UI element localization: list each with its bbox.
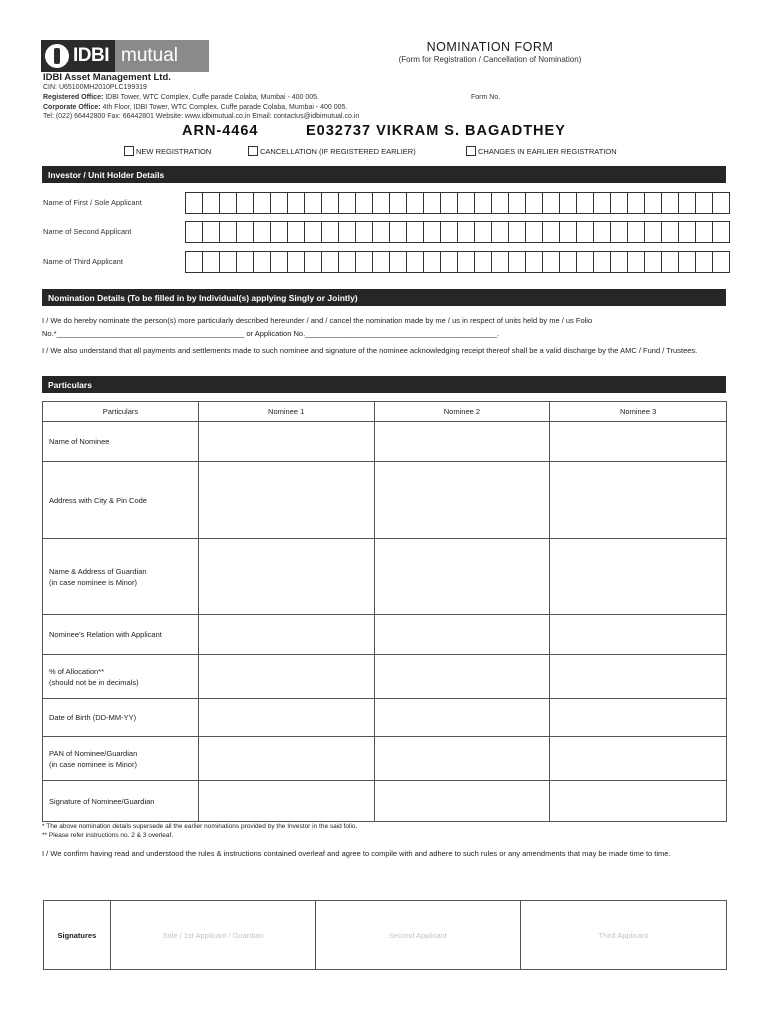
- checkbox-changes[interactable]: [466, 146, 476, 156]
- first-applicant-input[interactable]: [185, 192, 729, 214]
- particulars-header-row: [43, 402, 727, 422]
- character-box[interactable]: [610, 221, 628, 243]
- character-box[interactable]: [253, 192, 271, 214]
- character-box[interactable]: [661, 192, 679, 214]
- character-box[interactable]: [508, 251, 526, 273]
- character-box[interactable]: [219, 192, 237, 214]
- character-box[interactable]: [202, 221, 220, 243]
- option-cancellation-label: CANCELLATION (IF REGISTERED EARLIER): [260, 146, 416, 156]
- checkbox-new-registration[interactable]: [124, 146, 134, 156]
- option-changes-label: CHANGES IN EARLIER REGISTRATION: [478, 146, 617, 156]
- character-box[interactable]: [576, 221, 594, 243]
- logo-mark: [41, 40, 115, 72]
- character-box[interactable]: [270, 251, 288, 273]
- character-box[interactable]: [542, 192, 560, 214]
- character-box[interactable]: [474, 221, 492, 243]
- character-box[interactable]: [644, 192, 662, 214]
- character-box[interactable]: [372, 192, 390, 214]
- character-box[interactable]: [236, 221, 254, 243]
- character-box[interactable]: [423, 251, 441, 273]
- header-nominee-3: Nominee 3: [550, 402, 727, 422]
- registered-office: [43, 94, 319, 101]
- character-box[interactable]: [389, 221, 407, 243]
- nominee-3-relation-field[interactable]: [550, 615, 727, 655]
- character-box[interactable]: [661, 251, 679, 273]
- character-box[interactable]: [304, 221, 322, 243]
- character-box[interactable]: [287, 192, 305, 214]
- idbi-mutual-logo: [41, 40, 209, 72]
- confirmation-text: I / We confirm having read and understood the rules & instructions contained overleaf and agree to compile with and adhere to such rules or any amendments that may be made time to time.: [42, 849, 671, 858]
- character-box[interactable]: [270, 192, 288, 214]
- character-box[interactable]: [457, 221, 475, 243]
- character-box[interactable]: [678, 192, 696, 214]
- character-box[interactable]: [593, 251, 611, 273]
- character-box[interactable]: [253, 221, 271, 243]
- table-row: [43, 737, 727, 781]
- nomination-section-header: Nomination Details (To be filled in by Individual(s) applying Singly or Jointly): [42, 289, 726, 306]
- character-box[interactable]: [372, 221, 390, 243]
- character-box[interactable]: [321, 192, 339, 214]
- character-box[interactable]: [185, 192, 203, 214]
- character-box[interactable]: [593, 192, 611, 214]
- first-applicant-label: Name of First / Sole Applicant: [43, 198, 142, 207]
- character-box[interactable]: [406, 192, 424, 214]
- row-label-allocation: % of Allocation** (should not be in decimals): [43, 655, 199, 699]
- row-label-guardian: Name & Address of Guardian (in case nominee is Minor): [43, 539, 199, 615]
- nominee-3-name-field[interactable]: [550, 422, 727, 462]
- table-row: [43, 422, 727, 462]
- character-box[interactable]: [525, 221, 543, 243]
- character-box[interactable]: [525, 192, 543, 214]
- idbi-emblem-icon: [45, 44, 69, 68]
- third-applicant-input[interactable]: [185, 251, 729, 273]
- character-box[interactable]: [644, 251, 662, 273]
- character-box[interactable]: [576, 192, 594, 214]
- character-box[interactable]: [321, 221, 339, 243]
- nomination-discharge-text: I / We also understand that all payments and settlements made to such nominee and signature of the nominee acknowledging receipt thereof shall be a valid discharge by the AMC / Fund / Trustees.: [42, 346, 698, 355]
- character-box[interactable]: [712, 192, 730, 214]
- character-box[interactable]: [610, 251, 628, 273]
- character-box[interactable]: [219, 251, 237, 273]
- signatures-label: Signatures: [44, 901, 111, 969]
- row-label-address: Address with City & Pin Code: [43, 462, 199, 539]
- corporate-office-address: 4th Floor, IDBI Tower, WTC Complex, Cuffe parade Colaba, Mumbai - 400 005.: [100, 104, 348, 111]
- character-box[interactable]: [695, 221, 713, 243]
- footnote-instructions: ** Please refer instructions no. 2 & 3 overleaf.: [42, 832, 174, 839]
- character-box[interactable]: [491, 251, 509, 273]
- agent-name: E032737 VIKRAM S. BAGADTHEY: [306, 123, 566, 139]
- signature-second-applicant[interactable]: Second Applicant: [316, 901, 520, 969]
- second-applicant-input[interactable]: [185, 221, 729, 243]
- form-title: NOMINATION FORM: [426, 40, 554, 54]
- nominee-2-allocation-field[interactable]: [374, 655, 550, 699]
- character-box[interactable]: [576, 251, 594, 273]
- nominee-1-name-field[interactable]: [198, 422, 374, 462]
- character-box[interactable]: [287, 221, 305, 243]
- row-label-name: Name of Nominee: [43, 422, 199, 462]
- logo-mutual-text: mutual: [115, 40, 209, 72]
- contact-line: Tel: (022) 66442800 Fax: 66442801 Website: www.idbimutual.co.in Email: contactus@idbimutual.co.in: [43, 113, 360, 120]
- character-box[interactable]: [559, 251, 577, 273]
- third-applicant-label: Name of Third Applicant: [43, 257, 123, 266]
- character-box[interactable]: [236, 192, 254, 214]
- row-label-dob: Date of Birth (DD-MM-YY): [43, 699, 199, 737]
- nominee-1-address-field[interactable]: [198, 462, 374, 539]
- nominee-2-name-field[interactable]: [374, 422, 550, 462]
- character-box[interactable]: [440, 251, 458, 273]
- character-box[interactable]: [559, 221, 577, 243]
- arn-code: ARN-4464: [182, 123, 259, 139]
- footnote-supersede: * The above nomination details supersede all the earlier nominations provided by the Investor in the said folio.: [42, 823, 358, 830]
- character-box[interactable]: [508, 221, 526, 243]
- character-box[interactable]: [644, 221, 662, 243]
- character-box[interactable]: [202, 192, 220, 214]
- character-box[interactable]: [338, 251, 356, 273]
- nomination-declaration: I / We do hereby nominate the person(s) more particularly described hereunder / and / cancel the nomination made by me / us in respect of units held by me / us Folio No.*_____________________________________________ or Application No.______________________________________________.: [42, 316, 593, 338]
- character-box[interactable]: [661, 221, 679, 243]
- character-box[interactable]: [508, 192, 526, 214]
- table-row: [43, 699, 727, 737]
- character-box[interactable]: [474, 192, 492, 214]
- table-row: [43, 655, 727, 699]
- row-label-relation: Nominee’s Relation with Applicant: [43, 615, 199, 655]
- nominee-2-relation-field[interactable]: [374, 615, 550, 655]
- character-box[interactable]: [525, 251, 543, 273]
- nominee-2-signature-field[interactable]: [374, 781, 550, 822]
- second-applicant-label: Name of Second Applicant: [43, 227, 132, 236]
- option-changes[interactable]: [466, 146, 617, 156]
- nominee-1-guardian-field[interactable]: [198, 539, 374, 615]
- nominee-1-allocation-field[interactable]: [198, 655, 374, 699]
- character-box[interactable]: [287, 251, 305, 273]
- character-box[interactable]: [355, 221, 373, 243]
- registered-office-address: IDBI Tower, WTC Complex, Cuffe parade Colaba, Mumbai - 400 005.: [103, 94, 319, 101]
- option-new-registration[interactable]: [124, 146, 211, 156]
- table-row: [43, 615, 727, 655]
- particulars-section-header: Particulars: [42, 376, 726, 393]
- character-box[interactable]: [712, 221, 730, 243]
- character-box[interactable]: [593, 221, 611, 243]
- character-box[interactable]: [627, 192, 645, 214]
- nominee-3-pan-field[interactable]: [550, 737, 727, 781]
- table-row: [43, 781, 727, 822]
- character-box[interactable]: [236, 251, 254, 273]
- nominee-3-dob-field[interactable]: [550, 699, 727, 737]
- row-label-pan: PAN of Nominee/Guardian (in case nominee is Minor): [43, 737, 199, 781]
- table-row: [43, 462, 727, 539]
- character-box[interactable]: [542, 221, 560, 243]
- character-box[interactable]: [304, 192, 322, 214]
- character-box[interactable]: [355, 192, 373, 214]
- cin: CIN: U65100MH2010PLC199319: [43, 84, 147, 91]
- nominee-1-pan-field[interactable]: [198, 737, 374, 781]
- header-nominee-1: Nominee 1: [198, 402, 374, 422]
- character-box[interactable]: [253, 251, 271, 273]
- nominee-2-address-field[interactable]: [374, 462, 550, 539]
- character-box[interactable]: [389, 251, 407, 273]
- nominee-2-pan-field[interactable]: [374, 737, 550, 781]
- character-box[interactable]: [678, 251, 696, 273]
- character-box[interactable]: [423, 192, 441, 214]
- character-box[interactable]: [270, 221, 288, 243]
- character-box[interactable]: [321, 251, 339, 273]
- option-cancellation[interactable]: [248, 146, 416, 156]
- character-box[interactable]: [338, 192, 356, 214]
- registered-office-label: Registered Office:: [43, 94, 104, 101]
- nominee-2-dob-field[interactable]: [374, 699, 550, 737]
- checkbox-cancellation[interactable]: [248, 146, 258, 156]
- character-box[interactable]: [491, 192, 509, 214]
- character-box[interactable]: [457, 192, 475, 214]
- character-box[interactable]: [185, 251, 203, 273]
- nominee-3-allocation-field[interactable]: [550, 655, 727, 699]
- nominee-2-guardian-field[interactable]: [374, 539, 550, 615]
- form-subtitle: (Form for Registration / Cancellation of Nomination): [398, 55, 582, 64]
- character-box[interactable]: [389, 192, 407, 214]
- character-box[interactable]: [355, 251, 373, 273]
- character-box[interactable]: [185, 221, 203, 243]
- character-box[interactable]: [559, 192, 577, 214]
- character-box[interactable]: [219, 221, 237, 243]
- form-number-label: Form No.: [471, 94, 501, 101]
- corporate-office-label: Corporate Office:: [43, 104, 101, 111]
- character-box[interactable]: [202, 251, 220, 273]
- corporate-office: [43, 104, 347, 111]
- nominee-1-relation-field[interactable]: [198, 615, 374, 655]
- signature-third-applicant[interactable]: Third Applicant: [598, 930, 649, 940]
- signature-first-applicant[interactable]: Sole / 1st Applicant / Guardian: [111, 901, 316, 969]
- character-box[interactable]: [440, 192, 458, 214]
- character-box[interactable]: [338, 221, 356, 243]
- character-box[interactable]: [627, 251, 645, 273]
- signatures-box: [43, 900, 727, 970]
- row-label-signature: Signature of Nominee/Guardian: [43, 781, 199, 822]
- company-name: IDBI Asset Management Ltd.: [43, 72, 171, 83]
- character-box[interactable]: [627, 221, 645, 243]
- character-box[interactable]: [491, 221, 509, 243]
- nominee-1-signature-field[interactable]: [198, 781, 374, 822]
- nominee-3-signature-field[interactable]: [550, 781, 727, 822]
- character-box[interactable]: [406, 221, 424, 243]
- header-nominee-2: Nominee 2: [374, 402, 550, 422]
- character-box[interactable]: [474, 251, 492, 273]
- nominee-1-dob-field[interactable]: [198, 699, 374, 737]
- nominee-3-guardian-field[interactable]: [550, 539, 727, 615]
- character-box[interactable]: [423, 221, 441, 243]
- character-box[interactable]: [712, 251, 730, 273]
- character-box[interactable]: [457, 251, 475, 273]
- option-new-registration-label: NEW REGISTRATION: [136, 146, 212, 156]
- logo-idbi-text: IDBI: [73, 45, 109, 66]
- character-box[interactable]: [372, 251, 390, 273]
- character-box[interactable]: [406, 251, 424, 273]
- character-box[interactable]: [304, 251, 322, 273]
- character-box[interactable]: [440, 221, 458, 243]
- character-box[interactable]: [678, 221, 696, 243]
- header-particulars: Particulars: [43, 402, 199, 422]
- character-box[interactable]: [610, 192, 628, 214]
- nominee-3-address-field[interactable]: [550, 462, 727, 539]
- character-box[interactable]: [695, 251, 713, 273]
- investor-section-header: Investor / Unit Holder Details: [42, 166, 726, 183]
- particulars-table: [42, 401, 727, 822]
- character-box[interactable]: [542, 251, 560, 273]
- character-box[interactable]: [695, 192, 713, 214]
- table-row: [43, 539, 727, 615]
